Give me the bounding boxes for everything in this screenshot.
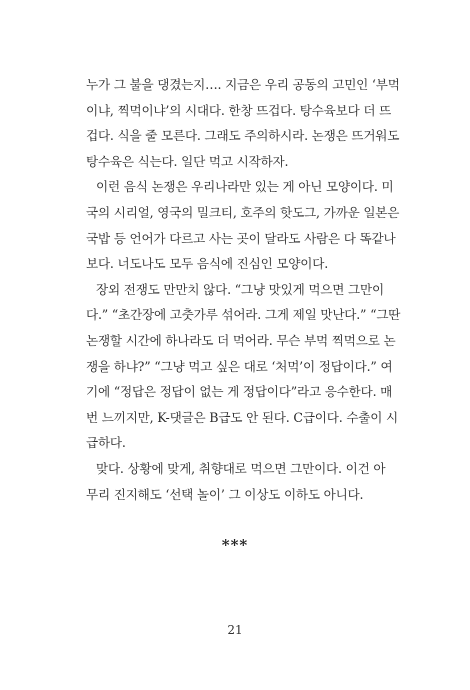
page-number: 21 [227,623,243,637]
paragraph-4 [86,456,386,507]
text-line: 다.” “초간장에 고춧가루 섞어라. 그게 제일 맛난다.” “그딴 [86,307,401,323]
paragraph-1 [86,72,400,174]
text-line: 보다. 너도나도 모두 음식에 진심인 모양이다. [86,256,329,272]
text-line: 번 느끼지만, K-댓글은 B급도 안 된다. C급이다. 수출이 시 [86,409,398,425]
body-text [86,72,401,507]
text-line: 이런 음식 논쟁은 우리나라만 있는 게 아닌 모양이다. 미 [96,179,394,195]
text-line: 무리 진지해도 ‘선택 놀이’ 그 이상도 이하도 아니다. [86,486,364,502]
text-line: 급하다. [86,435,126,451]
text-line: 장외 전쟁도 만만치 않다. “그냥 맛있게 먹으면 그만이 [96,281,384,297]
text-line: 국밥 등 언어가 다르고 사는 곳이 달라도 사람은 다 똑같나 [86,230,396,246]
text-line: 기에 “정답은 정답이 없는 게 정답이다”라고 응수한다. 매 [86,384,393,400]
paragraph-3 [86,277,401,456]
text-line: 겁다. 식을 줄 모른다. 그래도 주의하시라. 논쟁은 뜨거워도 [86,128,400,144]
text-line: 국의 시리얼, 영국의 밀크티, 호주의 핫도그, 가까운 일본은 [86,204,400,220]
text-line: 탕수육은 식는다. 일단 먹고 시작하자. [86,153,289,169]
section-separator: *** [221,536,249,554]
text-line: 맞다. 상황에 맞게, 취향대로 먹으면 그만이다. 이건 아 [96,460,386,476]
text-line: 이냐, 찍먹이냐’의 시대다. 한창 뜨겁다. 탕수육보다 더 뜨 [86,102,392,118]
paragraph-2 [86,174,400,276]
text-line: 논쟁할 시간에 하나라도 더 먹어라. 무슨 부먹 찍먹으로 논 [86,332,396,348]
text-line: 쟁을 하냐?” “그냥 먹고 싶은 대로 ‘처먹’이 정답이다.” 여 [86,358,393,374]
text-line: 누가 그 불을 댕겼는지…. 지금은 우리 공동의 고민인 ‘부먹 [86,77,400,92]
